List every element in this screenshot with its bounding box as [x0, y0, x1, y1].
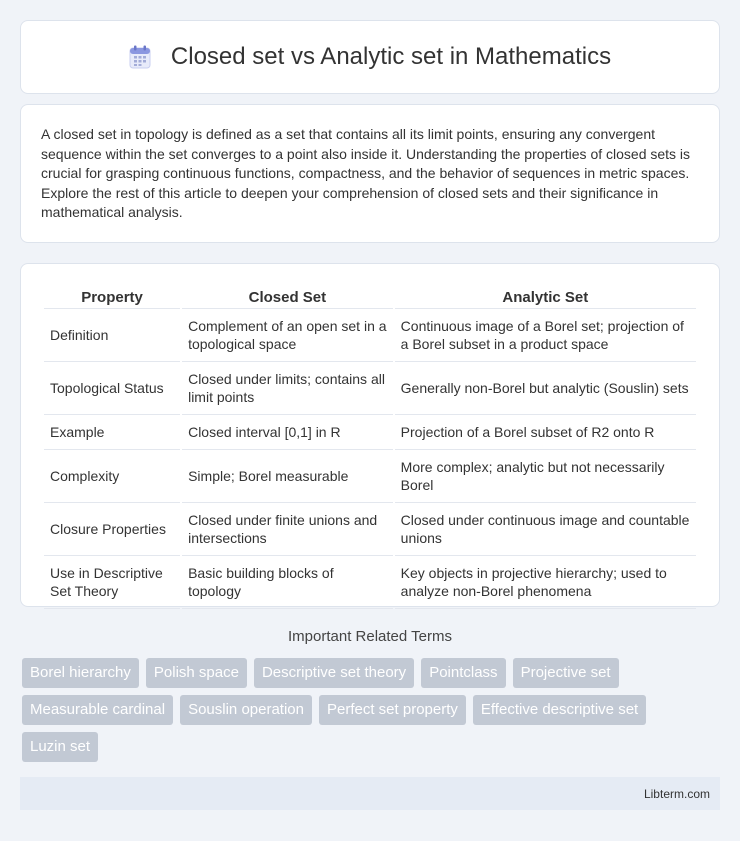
table-cell: Closure Properties — [44, 503, 180, 556]
intro-paragraph: A closed set in topology is defined as a set that contains all its limit points, ensuring any convergent sequence within the set converges to a point also inside it. Understanding the properties of closed sets is crucial for grasping continuous functions, compactness, and the behavior of sequences in metric spaces. Explore the rest of this article to deepen your comprehension of closed sets and their significance in mathematical analysis. — [41, 126, 691, 220]
table-cell: Closed under limits; contains all limit points — [182, 362, 393, 415]
term-tag[interactable]: Effective descriptive set — [473, 695, 646, 725]
comparison-table — [42, 284, 698, 609]
footer-site-link[interactable]: Libterm.com — [643, 786, 710, 801]
table-cell: Closed under continuous image and countable unions — [395, 503, 696, 556]
table-cell: Closed under finite unions and intersections — [182, 503, 393, 556]
related-terms-list — [22, 658, 722, 762]
table-cell: More complex; analytic but not necessarily Borel — [395, 450, 696, 503]
table-header-row — [44, 284, 696, 309]
page-title: Closed set vs Analytic set in Mathematics — [170, 43, 612, 70]
table-cell: Complement of an open set in a topological space — [182, 309, 393, 362]
table-cell: Complexity — [44, 450, 180, 503]
table-cell: Projection of a Borel subset of R2 onto R — [395, 415, 696, 450]
table-row — [44, 415, 696, 450]
header-card — [20, 20, 720, 94]
table-row — [44, 556, 696, 609]
table-cell: Topological Status — [44, 362, 180, 415]
term-tag[interactable]: Souslin operation — [180, 695, 312, 725]
column-header: Property — [44, 284, 180, 309]
table-cell: Key objects in projective hierarchy; used to analyze non-Borel phenomena — [395, 556, 696, 609]
table-cell: Continuous image of a Borel set; projection of a Borel subset in a product space — [395, 309, 696, 362]
term-tag[interactable]: Borel hierarchy — [22, 658, 139, 688]
term-tag[interactable]: Projective set — [513, 658, 619, 688]
column-header: Closed Set — [182, 284, 393, 309]
table-cell: Basic building blocks of topology — [182, 556, 393, 609]
column-header: Analytic Set — [395, 284, 696, 309]
term-tag[interactable]: Luzin set — [22, 732, 98, 762]
table-cell: Closed interval [0,1] in R — [182, 415, 393, 450]
intro-card — [20, 104, 720, 243]
table-row — [44, 309, 696, 362]
related-terms-title: Important Related Terms — [288, 628, 452, 645]
table-cell: Generally non-Borel but analytic (Souslin) sets — [395, 362, 696, 415]
table-cell: Simple; Borel measurable — [182, 450, 393, 503]
table-row — [44, 362, 696, 415]
comparison-table-card — [20, 263, 720, 607]
term-tag[interactable]: Polish space — [146, 658, 247, 688]
term-tag[interactable]: Perfect set property — [319, 695, 466, 725]
term-tag[interactable]: Descriptive set theory — [254, 658, 414, 688]
table-cell: Use in Descriptive Set Theory — [44, 556, 180, 609]
table-row — [44, 450, 696, 503]
footer — [20, 777, 720, 810]
table-row — [44, 503, 696, 556]
table-cell: Example — [44, 415, 180, 450]
calendar-icon — [129, 45, 151, 69]
term-tag[interactable]: Measurable cardinal — [22, 695, 173, 725]
table-cell: Definition — [44, 309, 180, 362]
term-tag[interactable]: Pointclass — [421, 658, 505, 688]
